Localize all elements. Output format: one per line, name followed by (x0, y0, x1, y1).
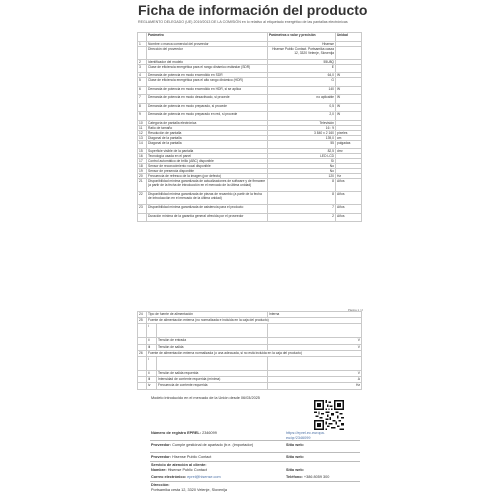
row-number: 12 (138, 130, 147, 135)
service-phone-row (286, 475, 329, 480)
registry-link[interactable]: https://eprel.ec.europa.eu/qr/2346099 (286, 431, 325, 440)
row-number: 3 (138, 64, 147, 73)
row-value: 7 (268, 205, 336, 214)
row-parameter: Categoría de pantalla electrónica (147, 120, 268, 125)
row-parameter: Demanda de potencia en modo preparado, si procede (147, 103, 268, 112)
row-number (138, 46, 147, 59)
row-unit (336, 46, 362, 59)
row-unit (268, 324, 362, 338)
phone-value: +386 8059 300 (303, 475, 330, 479)
page-number: Página 1 / 2 (348, 308, 363, 312)
power-supply-table (137, 311, 362, 390)
row-unit: W (336, 73, 362, 78)
row-number: 23 (138, 205, 147, 214)
row-value: G (268, 78, 336, 87)
row-unit: cm (336, 135, 362, 140)
address-value: Portsamika cesta 12, 3320 Velenje, Slovenija (151, 488, 227, 492)
row-value: Televisión (268, 120, 336, 125)
registry-label: Número de registro EPREL: (151, 431, 202, 435)
header-cell: Parámetro (147, 33, 268, 42)
header-cell (138, 33, 147, 42)
row-parameter: Frecuencia de refresco de la imagen (por defecto) (147, 174, 268, 179)
service-website-label: Sitio web: (286, 468, 304, 472)
service-name-row (151, 468, 271, 473)
row-value: Hisense Public Contact. Portsamika casza 12, 3320 Velenje, Slovenija (268, 46, 336, 59)
row-unit: Años (336, 213, 362, 222)
table-row (138, 192, 362, 205)
row-unit: Años (336, 192, 362, 205)
row-value: E (268, 64, 336, 73)
row-parameter: Dirección del proveedor (147, 46, 268, 59)
footer-divider (150, 481, 360, 482)
row-parameter: Tipo de fuente de alimentación (147, 312, 268, 318)
row-parameter: Diagonal de la pantalla (147, 135, 268, 140)
row-subnumber: iv (147, 383, 157, 389)
row-subnumber: i (147, 324, 157, 338)
row-number: 4 (138, 73, 147, 78)
header-cell: Parámetros o valor y precisión (268, 33, 336, 42)
row-parameter: Demanda de potencia en modo desactivado, si procede (147, 95, 268, 104)
row-unit: W (336, 103, 362, 112)
row-parameter: Tensión de entrada (157, 338, 268, 344)
row-subnumber: iii (147, 377, 157, 383)
provider-website-label: Sitio web: (286, 443, 304, 447)
name-label: Nombre: (151, 468, 167, 472)
regulation-subtitle: REGLAMENTO DELEGADO (UE) 2019/2013 DE LA COMISIÓN en lo relativo al etiquetado energético de las pantallas electrónicas (138, 20, 348, 24)
row-number: 6 (138, 86, 147, 95)
table-row (138, 64, 362, 73)
row-parameter: Diagonal de la pantalla (147, 140, 268, 149)
row-unit: W (336, 86, 362, 95)
header-cell: Unidad (336, 33, 362, 42)
row-number: 16 (138, 154, 147, 159)
row-subnumber: i (147, 356, 157, 370)
table-row (138, 179, 362, 192)
row-parameter: Demanda de potencia en modo encendido en SDR (147, 73, 268, 78)
row-value: 8 (268, 192, 336, 205)
provider-row (151, 443, 271, 448)
row-parameter: Clase de eficiencia energética para el alto rango dinámico (HDR) (147, 78, 268, 87)
row-unit: V (268, 344, 362, 350)
row-unit: A (268, 377, 362, 383)
row-unit (268, 356, 362, 370)
row-unit (336, 64, 362, 73)
row-subnumber: ii (147, 338, 157, 344)
row-value: 55 (268, 140, 336, 149)
row-number: 24 (138, 312, 147, 318)
row-parameter (157, 324, 268, 338)
row-number: 1 (138, 41, 147, 46)
table-row (138, 140, 362, 149)
name-value: Hisense Public Contact (167, 468, 207, 472)
row-number: 15 (138, 149, 147, 154)
row-value: 3 840 x 2 160 (268, 130, 336, 135)
table-row (138, 213, 362, 222)
row-parameter: Superficie visible de la pantalla (147, 149, 268, 154)
table-row (138, 324, 362, 338)
spec-table-header (138, 33, 362, 42)
row-unit: Hz (336, 174, 362, 179)
row-value: 2,0 (268, 112, 336, 121)
row-subnumber: ii (147, 370, 157, 376)
row-number: 21 (138, 179, 147, 192)
row-number (138, 213, 147, 222)
row-parameter: Disponibilidad mínima garantizada de actualizaciones de software y de firmware (a partir de la fecha de introducción en el mercado de la última unidad) (147, 179, 268, 192)
customer-service-heading: Servicio de atención al cliente: (151, 463, 207, 467)
row-value: Sí (268, 159, 336, 164)
table-row (138, 356, 362, 370)
provider2-website-label: Sitio web: (286, 455, 304, 459)
table-row (138, 46, 362, 59)
row-parameter: Tecnología usada en el panel (147, 154, 268, 159)
row-number: 5 (138, 78, 147, 87)
row-parameter: Fuente de alimentación externa (no normalizada e incluida en la caja del producto) (147, 318, 362, 324)
row-value: 140 (268, 86, 336, 95)
row-number: 14 (138, 140, 147, 149)
eprel-qr-code[interactable] (314, 400, 344, 430)
row-parameter: Tensión de salida requerida (157, 370, 268, 376)
row-number: 7 (138, 95, 147, 104)
row-value: Hisense (268, 41, 336, 46)
phone-label: Teléfono: (286, 475, 303, 479)
row-number: 13 (138, 135, 147, 140)
row-unit: dm² (336, 149, 362, 154)
footer-divider (150, 461, 360, 462)
row-value: 16 : 9 (268, 125, 336, 130)
email-label: Correo electrónico: (151, 475, 187, 479)
row-value: 82,5 (268, 149, 336, 154)
row-number: 8 (138, 103, 147, 112)
row-parameter: Fuente de alimentación externa normalizada (o una adecuada, si no está incluida en la caja del producto) (147, 350, 362, 356)
row-parameter: Disponibilidad mínima garantizada de piezas de recambio (a partir de la fecha de introducción en el mercado de la última unidad) (147, 192, 268, 205)
row-number: 18 (138, 164, 147, 169)
row-parameter: Duración mínima de la garantía general ofrecida por el proveedor (147, 213, 268, 222)
provider-label: Proveedor: (151, 443, 172, 447)
row-value: No (268, 169, 336, 174)
page-title: Ficha de información del producto (138, 2, 368, 18)
provider-label: Proveedor: (151, 455, 172, 459)
row-unit: W (336, 112, 362, 121)
table-row (138, 112, 362, 121)
row-unit: W (336, 95, 362, 104)
email-value[interactable]: eprel@hisense.com (187, 475, 221, 479)
row-value: 139,0 (268, 135, 336, 140)
registry-number (151, 431, 241, 436)
table-row (138, 103, 362, 112)
row-unit (336, 78, 362, 87)
address-label: Dirección: (151, 483, 170, 487)
row-number: 22 (138, 192, 147, 205)
table-row (138, 78, 362, 87)
row-number: 9 (138, 112, 147, 121)
row-unit: Años (336, 179, 362, 192)
spec-table (137, 32, 362, 222)
row-parameter: Disponibilidad mínima garantizada de asistencia para el producto (147, 205, 268, 214)
row-value: no aplicable (268, 95, 336, 104)
row-number: 26 (138, 350, 147, 356)
row-parameter: Identificador del modelo (147, 59, 268, 64)
row-number: 2 (138, 59, 147, 64)
row-parameter: Ratio de tamaño (147, 125, 268, 130)
row-value: LED LCD (268, 154, 336, 159)
table-row (138, 205, 362, 214)
footer-divider (150, 440, 360, 441)
row-parameter: Tensión de salida (157, 344, 268, 350)
row-number: 20 (138, 174, 147, 179)
table-row (138, 86, 362, 95)
row-unit: V (268, 338, 362, 344)
row-value: 64,0 (268, 73, 336, 78)
row-value: 8 (268, 179, 336, 192)
row-parameter: Sensor de presencia disponible (147, 169, 268, 174)
row-parameter: Nombre o marca comercial del proveedor (147, 41, 268, 46)
row-value: 55U8Q (268, 59, 336, 64)
provider-value: Cumple gestiónal de apartado (tr.e. (importador) (172, 443, 254, 447)
row-unit: Hz (268, 383, 362, 389)
row-number: 25 (138, 318, 147, 324)
row-parameter: Control automático de brillo (ABC) disponible (147, 159, 268, 164)
table-row (138, 95, 362, 104)
row-value: 120 (268, 174, 336, 179)
row-parameter: Clase de eficiencia energética para el rango dinámico estándar (SDR) (147, 64, 268, 73)
row-parameter: Resolución de pantalla (147, 130, 268, 135)
row-parameter: Demanda de potencia en modo encendido en HDR, si se aplica (147, 86, 268, 95)
row-parameter: Frecuencia de corriente requerida (157, 383, 268, 389)
row-value: No (268, 164, 336, 169)
service-email-row (151, 475, 271, 480)
row-value: Interna (268, 312, 362, 318)
row-number: 11 (138, 125, 147, 130)
row-subnumber: iii (147, 344, 157, 350)
row-value: 2 (268, 213, 336, 222)
row-unit: Años (336, 205, 362, 214)
placed-on-market-note: Modelo introducido en el mercado de la Unión desde 06/03/2025 (151, 396, 260, 400)
row-parameter: Intensidad de corriente requerida (mínima) (157, 377, 268, 383)
row-unit: píxeles (336, 130, 362, 135)
row-parameter: Sensor de reconocimiento vocal disponible (147, 164, 268, 169)
row-number: 17 (138, 159, 147, 164)
qr-code-icon (314, 400, 344, 430)
row-number: 19 (138, 169, 147, 174)
table-row (138, 383, 362, 389)
provider2-row (151, 455, 271, 460)
footer-divider (150, 452, 360, 453)
row-unit: V (268, 370, 362, 376)
row-parameter: Demanda de potencia en modo preparado en red, si procede (147, 112, 268, 121)
registry-value: 2346099 (202, 431, 217, 435)
row-value: 0,5 (268, 103, 336, 112)
provider-value: Hisense Public Contact (172, 455, 212, 459)
row-parameter (157, 356, 268, 370)
row-number: 10 (138, 120, 147, 125)
row-unit: pulgadas (336, 140, 362, 149)
